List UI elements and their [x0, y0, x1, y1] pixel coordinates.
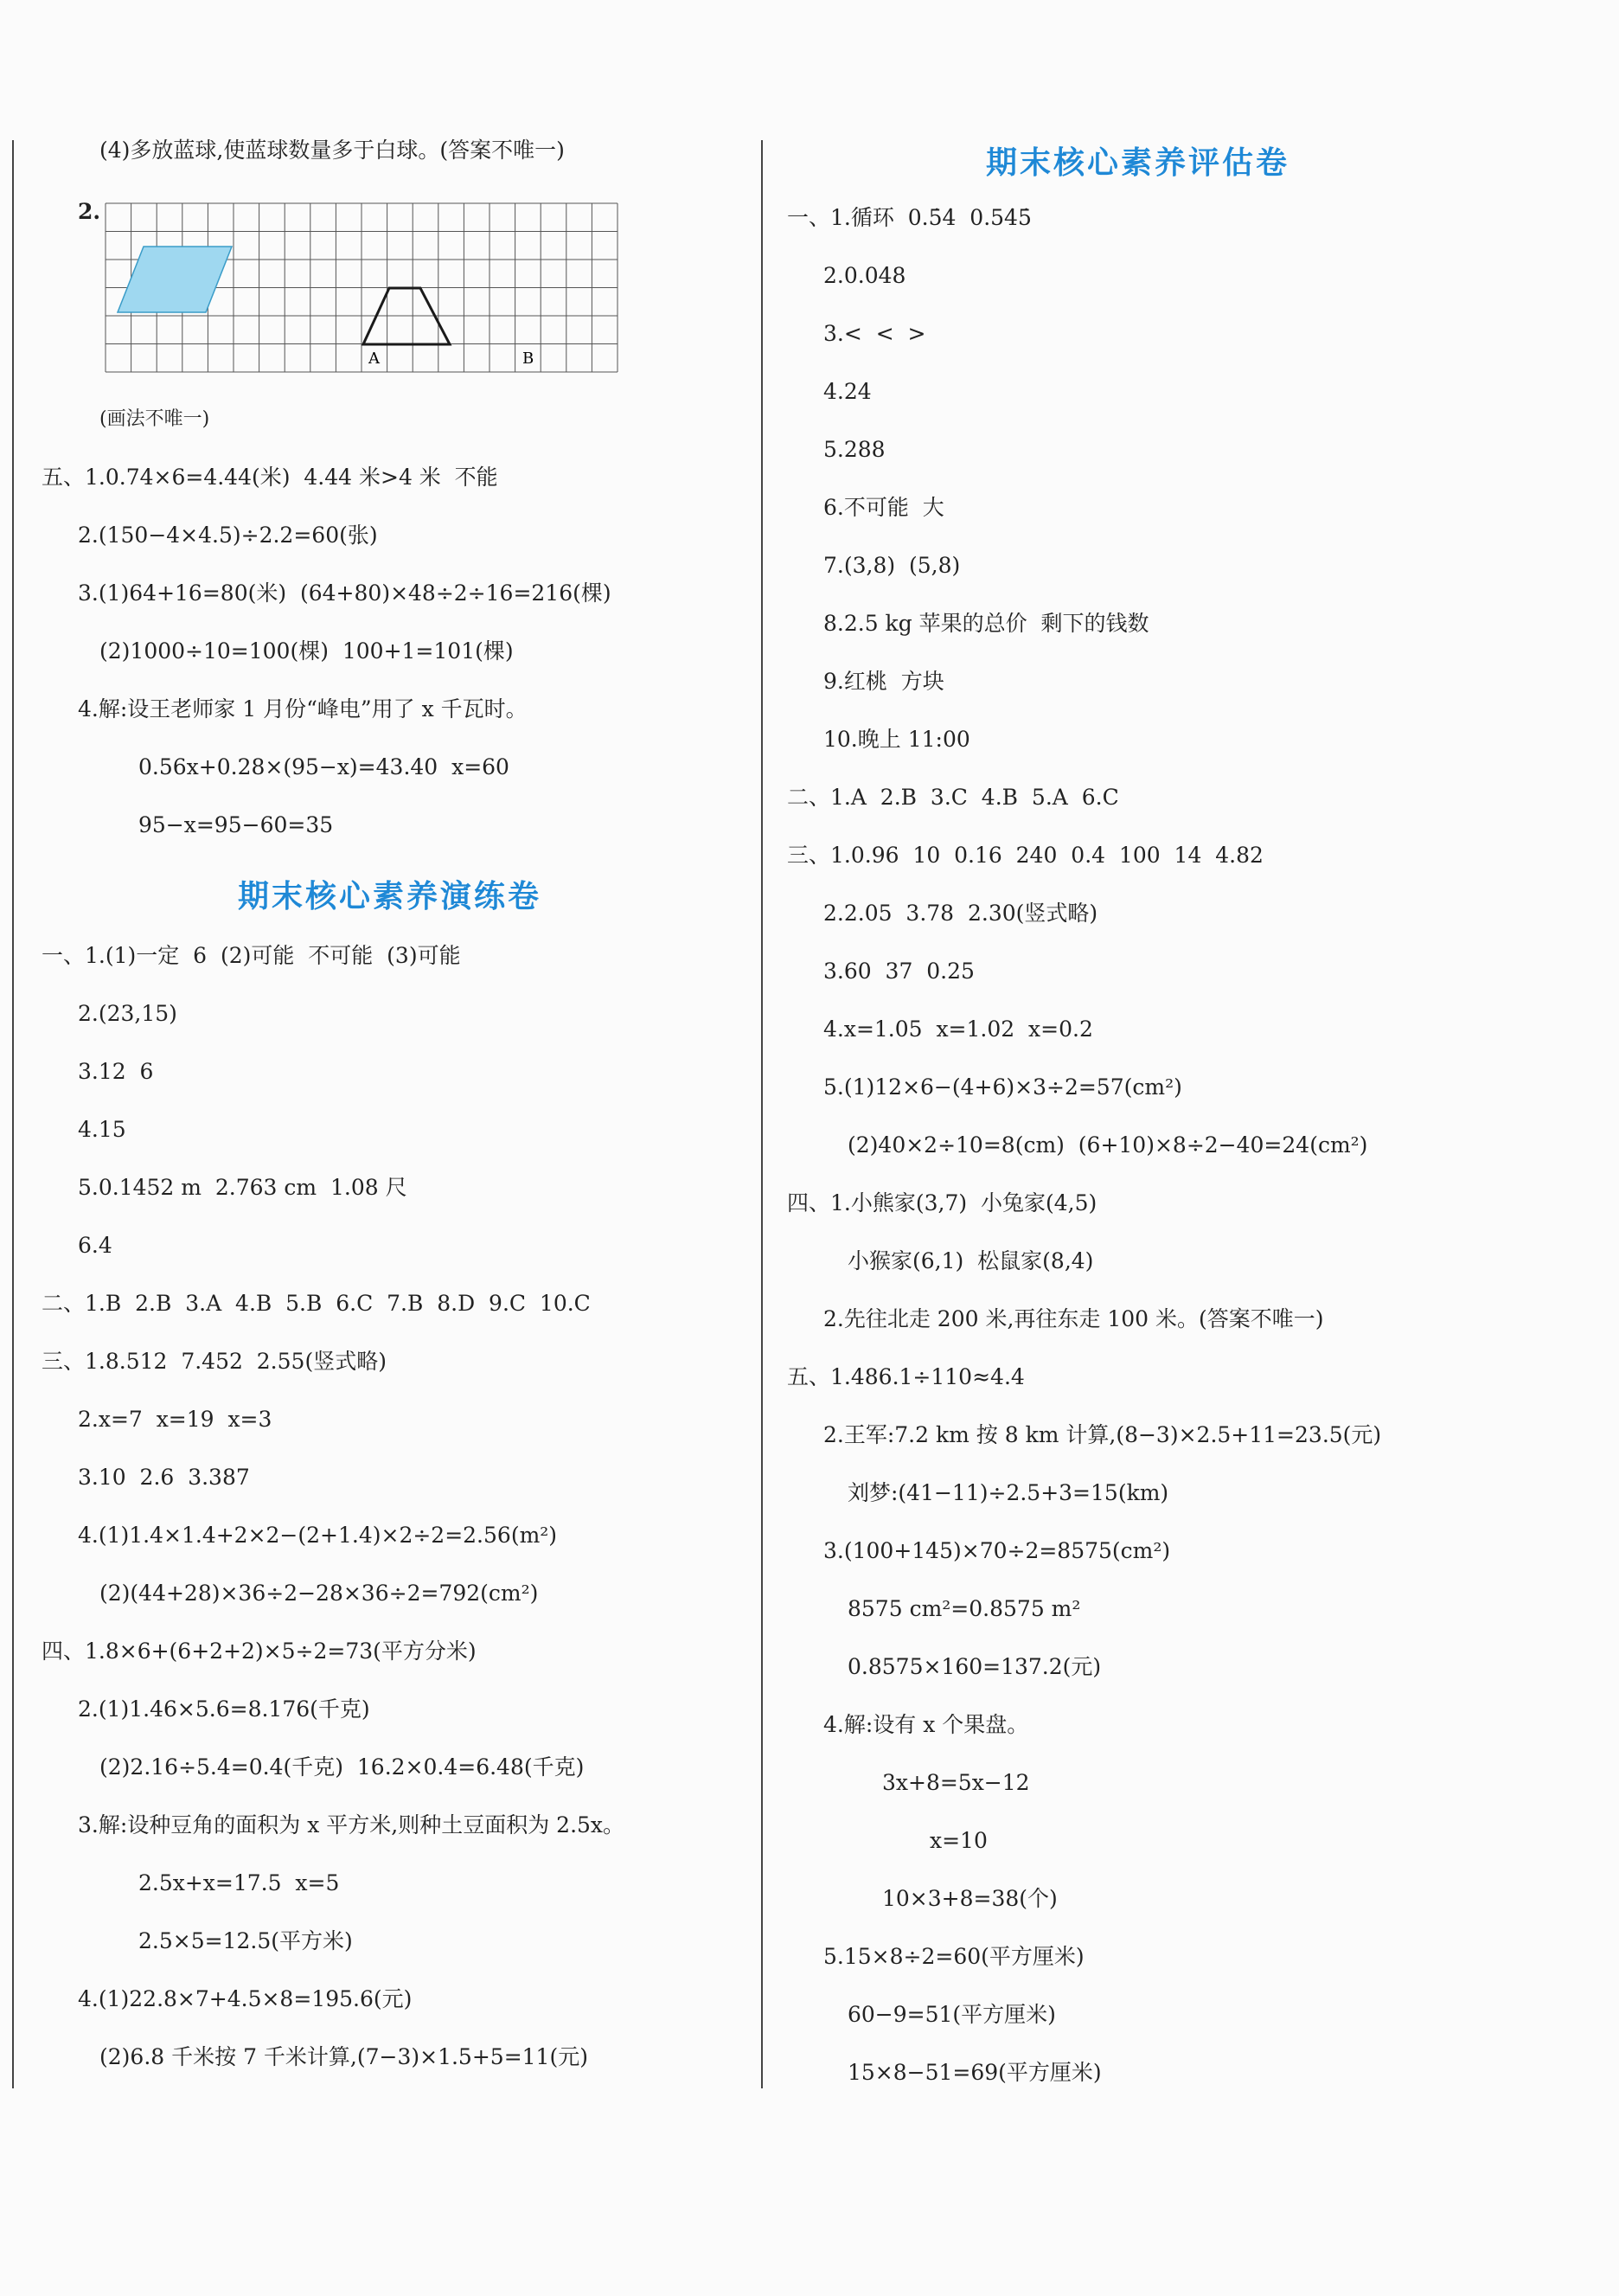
answer-line: 5.(1)12×6−(4+6)×3÷2=57(cm²)	[823, 1074, 1182, 1100]
answer-note: (画法不唯一)	[99, 408, 210, 430]
answer-line: 2.(23,15)	[78, 1001, 177, 1026]
answer-line: 三、1.0.96 10 0.16 240 0.4 100 14 4.82	[787, 843, 1264, 868]
answer-line: 三、1.8.512 7.452 2.55(竖式略)	[42, 1349, 387, 1374]
answer-line: 四、1.8×6+(6+2+2)×5÷2=73(平方分米)	[42, 1639, 477, 1664]
answer-line: 4.24	[823, 379, 872, 404]
answer-line: 95−x=95−60=35	[138, 812, 334, 837]
answer-line: x=10	[930, 1828, 988, 1853]
answer-line: 60−9=51(平方厘米)	[848, 2002, 1056, 2027]
answer-line: (2)6.8 千米按 7 千米计算,(7−3)×1.5+5=11(元)	[99, 2044, 588, 2069]
answer-line: (2)(44+28)×36÷2−28×36÷2=792(cm²)	[99, 1581, 539, 1606]
answer-line: 3.(1)64+16=80(米) (64+80)×48÷2÷16=216(棵)	[78, 580, 611, 606]
left-margin-rule	[12, 140, 14, 2088]
answer-line: 0.8575×160=137.2(元)	[848, 1654, 1102, 1679]
answer-line: 4.解:设有 x 个果盘。	[823, 1712, 1029, 1737]
point-a-label: A	[368, 350, 380, 368]
section-title-assess: 期末核心素养评估卷	[986, 145, 1290, 181]
answer-line: (4)多放蓝球,使蓝球数量多于白球。(答案不唯一)	[99, 138, 565, 163]
answer-line: 2.王军:7.2 km 按 8 km 计算,(8−3)×2.5+11=23.5(元)	[823, 1422, 1382, 1447]
section-title-drill: 期末核心素养演练卷	[238, 879, 542, 914]
answer-line: 3.< < >	[823, 321, 926, 346]
answer-line: 2.先往北走 200 米,再往东走 100 米。(答案不唯一)	[823, 1306, 1324, 1331]
answer-line: 刘梦:(41−11)÷2.5+3=15(km)	[848, 1480, 1169, 1505]
answer-line: (2)40×2÷10=8(cm) (6+10)×8÷2−40=24(cm²)	[848, 1132, 1368, 1158]
answer-line: 3x+8=5x−12	[882, 1770, 1030, 1795]
answer-line: 5.0.1452 m 2.763 cm 1.08 尺	[78, 1175, 407, 1200]
answer-line: 3.(100+145)×70÷2=8575(cm²)	[823, 1538, 1171, 1563]
answer-line: 2.5×5=12.5(平方米)	[138, 1928, 353, 1953]
answer-line: 7.(3,8) (5,8)	[823, 553, 961, 578]
answer-line: 3.12 6	[78, 1059, 154, 1084]
answer-line: 8575 cm²=0.8575 m²	[848, 1596, 1081, 1621]
answer-line: 3.10 2.6 3.387	[78, 1465, 250, 1490]
answer-line: 2.(150−4×4.5)÷2.2=60(张)	[78, 523, 378, 548]
answer-line: 5.15×8÷2=60(平方厘米)	[823, 1944, 1085, 1969]
answer-line: 四、1.小熊家(3,7) 小兔家(4,5)	[787, 1190, 1097, 1215]
answer-line: 8.2.5 kg 苹果的总价 剩下的钱数	[823, 611, 1149, 636]
point-b-label: B	[522, 350, 534, 368]
answer-line: 4.15	[78, 1117, 126, 1142]
answer-line: 0.56x+0.28×(95−x)=43.40 x=60	[138, 754, 509, 779]
answer-line: 4.x=1.05 x=1.02 x=0.2	[823, 1017, 1093, 1042]
answer-line: 3.60 37 0.25	[823, 959, 975, 984]
answer-line: 3.解:设种豆角的面积为 x 平方米,则种土豆面积为 2.5x。	[78, 1812, 625, 1837]
parallelogram-shape	[118, 247, 232, 312]
grid-figure	[104, 202, 621, 373]
answer-line: 4.(1)1.4×1.4+2×2−(2+1.4)×2÷2=2.56(m²)	[78, 1523, 558, 1548]
answer-line: 6.不可能 大	[823, 495, 944, 520]
answer-line: 2.(1)1.46×5.6=8.176(千克)	[78, 1696, 370, 1722]
question-number: 2.	[78, 199, 101, 224]
answer-line: 4.解:设王老师家 1 月份“峰电”用了 x 千瓦时。	[78, 696, 528, 722]
answer-line: 2.x=7 x=19 x=3	[78, 1407, 272, 1432]
grid-drawing	[104, 202, 621, 373]
answer-line: 4.(1)22.8×7+4.5×8=195.6(元)	[78, 1986, 413, 2011]
answer-line: 五、1.486.1÷110≈4.4	[787, 1364, 1025, 1389]
answer-line: 10.晚上 11:00	[823, 727, 970, 752]
answer-line: 9.红桃 方块	[823, 669, 944, 694]
answer-line: 10×3+8=38(个)	[882, 1886, 1058, 1911]
answer-line: 2.0.048	[823, 263, 906, 288]
column-divider	[761, 140, 763, 2088]
answer-line: (2)1000÷10=100(棵) 100+1=101(棵)	[99, 638, 514, 664]
answer-line: 6.4	[78, 1233, 112, 1258]
answer-line: 2.2.05 3.78 2.30(竖式略)	[823, 901, 1098, 926]
answer-line: 一、1.(1)一定 6 (2)可能 不可能 (3)可能	[42, 943, 461, 968]
answer-line: 二、1.A 2.B 3.C 4.B 5.A 6.C	[787, 785, 1119, 810]
answer-line: 2.5x+x=17.5 x=5	[138, 1870, 340, 1895]
answer-line: 小猴家(6,1) 松鼠家(8,4)	[848, 1248, 1094, 1273]
answer-line: 一、1.循环 0.5̇4̇ 0.54̇5̇	[787, 205, 1032, 230]
answer-line: 五、1.0.74×6=4.44(米) 4.44 米>4 米 不能	[42, 465, 498, 490]
answer-line: 5.288	[823, 437, 886, 462]
answer-line: 15×8−51=69(平方厘米)	[848, 2060, 1102, 2085]
answer-line: 二、1.B 2.B 3.A 4.B 5.B 6.C 7.B 8.D 9.C 10.C	[42, 1291, 591, 1316]
answer-line: (2)2.16÷5.4=0.4(千克) 16.2×0.4=6.48(千克)	[99, 1754, 585, 1780]
